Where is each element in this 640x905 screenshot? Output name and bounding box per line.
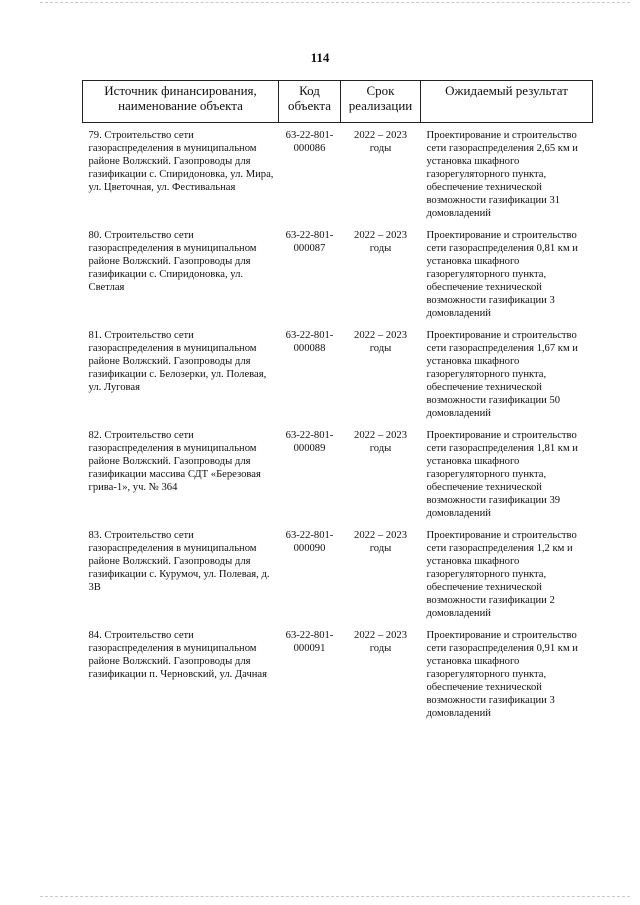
table-row <box>83 225 593 325</box>
table-row <box>83 525 593 625</box>
object-name: 80. Строительство сети газораспределения в муниципальном районе Волжский. Газопроводы для газификации с. Спиридоновка, ул. Светлая <box>88 230 257 293</box>
table-header <box>83 81 593 123</box>
implementation-period: 2022 – 2023 годы <box>354 530 407 554</box>
implementation-period: 2022 – 2023 годы <box>354 230 407 254</box>
implementation-period: 2022 – 2023 годы <box>354 630 407 654</box>
expected-result: Проектирование и строительство сети газораспределения 0,91 км и установка шкафного газорегуляторного пункта, обеспечение технической возможности газификации 3 домовладений <box>426 630 578 719</box>
header-row <box>83 81 593 123</box>
expected-result: Проектирование и строительство сети газораспределения 1,81 км и установка шкафного газорегуляторного пункта, обеспечение технической возможности газификации 39 домовладений <box>426 430 578 519</box>
object-code: 63-22-801-000088 <box>285 330 334 354</box>
object-code: 63-22-801-000087 <box>285 230 334 254</box>
header-result: Ожидаемый результат <box>421 81 593 123</box>
object-code: 63-22-801-000091 <box>285 630 334 654</box>
expected-result: Проектирование и строительство сети газораспределения 0,81 км и установка шкафного газорегуляторного пункта, обеспечение технической возможности газификации 3 домовладений <box>426 230 578 319</box>
implementation-period: 2022 – 2023 годы <box>354 430 407 454</box>
implementation-period: 2022 – 2023 годы <box>354 330 407 354</box>
header-source: Источник финансирования, наименование объекта <box>83 81 279 123</box>
object-code: 63-22-801-000090 <box>285 530 334 554</box>
object-name: 81. Строительство сети газораспределения в муниципальном районе Волжский. Газопроводы для газификации с. Белозерки, ул. Полевая, ул. Луговая <box>88 330 267 393</box>
object-name: 82. Строительство сети газораспределения в муниципальном районе Волжский. Газопроводы для газификации массива СДТ «Березовая грива-1», уч. № 364 <box>88 430 261 493</box>
expected-result: Проектирование и строительство сети газораспределения 1,2 км и установка шкафного газорегуляторного пункта, обеспечение технической возможности газификации 2 домовладений <box>426 530 577 619</box>
scan-edge-top <box>40 2 630 3</box>
object-name: 79. Строительство сети газораспределения в муниципальном районе Волжский. Газопроводы для газификации с. Спиридоновка, ул. Мира, ул. Цветочная, ул. Фестивальная <box>88 130 274 193</box>
object-code: 63-22-801-000089 <box>285 430 334 454</box>
table-row <box>83 123 593 226</box>
implementation-period: 2022 – 2023 годы <box>354 130 407 154</box>
scan-edge-bottom <box>40 896 630 897</box>
table-row <box>83 625 593 725</box>
financing-table <box>82 80 593 725</box>
object-code: 63-22-801-000086 <box>285 130 334 154</box>
object-name: 83. Строительство сети газораспределения в муниципальном районе Волжский. Газопроводы для газификации с. Курумоч, ул. Полевая, д. 3В <box>88 530 270 593</box>
header-period: Срок реализации <box>341 81 421 123</box>
table-body <box>83 123 593 726</box>
expected-result: Проектирование и строительство сети газораспределения 2,65 км и установка шкафного газорегуляторного пункта, обеспечение технической возможности газификации 31 домовладений <box>426 130 578 219</box>
header-code: Код объекта <box>279 81 341 123</box>
table-row <box>83 425 593 525</box>
table-row <box>83 325 593 425</box>
object-name: 84. Строительство сети газораспределения в муниципальном районе Волжский. Газопроводы для газификации п. Черновский, ул. Дачная <box>88 630 268 680</box>
page-number: 114 <box>310 50 330 65</box>
expected-result: Проектирование и строительство сети газораспределения 1,67 км и установка шкафного газорегуляторного пункта, обеспечение технической возможности газификации 50 домовладений <box>426 330 578 419</box>
